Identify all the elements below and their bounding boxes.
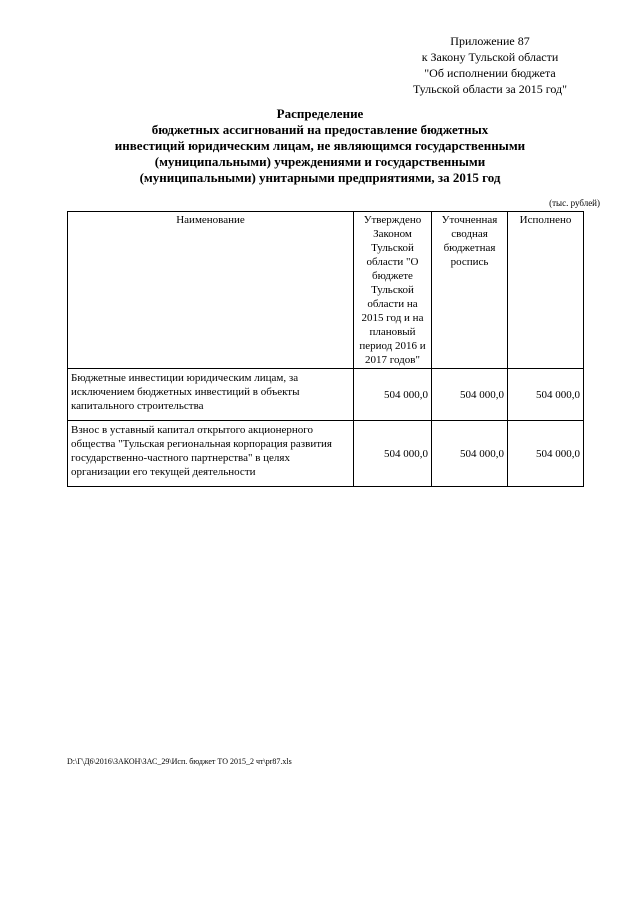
header-name: Наименование: [68, 212, 354, 369]
table-header-row: [68, 212, 584, 369]
title-line: бюджетных ассигнований на предоставление бюджетных: [151, 122, 489, 137]
title-line: (муниципальными) унитарными предприятиями, за 2015 год: [139, 170, 501, 185]
document-title: [60, 106, 580, 186]
header-approved: Утверждено Законом Тульской области "О бюджете Тульской области на 2015 год и на плановый период 2016 и 2017 годов": [354, 212, 432, 369]
header-refined: Уточненная сводная бюджетная роспись: [432, 212, 508, 369]
appendix-header: [380, 33, 600, 97]
row-name: Взнос в уставный капитал открытого акционерного общества "Тульская региональная корпорация развития государственно-частного партнерства" в целях организации его текущей деятельности: [68, 421, 354, 487]
row-executed: 504 000,0: [508, 369, 584, 421]
title-line: Распределение: [276, 106, 364, 121]
appendix-line: к Закону Тульской области: [421, 50, 559, 64]
row-approved: 504 000,0: [354, 421, 432, 487]
file-path-footer: D:\Г\Д6\2016\ЗАКОН\ЗАС_29\Исп. бюджет ТО 2015_2 чт\pr87.xls: [67, 757, 292, 766]
appendix-line: Тульской области за 2015 год": [412, 82, 568, 96]
row-refined: 504 000,0: [432, 421, 508, 487]
units-label: (тыс. рублей): [549, 198, 600, 208]
row-approved: 504 000,0: [354, 369, 432, 421]
appendix-line: Приложение 87: [450, 34, 530, 48]
table-row: [68, 421, 584, 487]
header-executed: Исполнено: [508, 212, 584, 369]
row-executed: 504 000,0: [508, 421, 584, 487]
row-refined: 504 000,0: [432, 369, 508, 421]
row-name: Бюджетные инвестиции юридическим лицам, за исключением бюджетных инвестиций в объекты капитального строительства: [68, 369, 354, 421]
table-row: [68, 369, 584, 421]
title-line: (муниципальными) учреждениями и государственными: [154, 154, 486, 169]
appendix-line: "Об исполнении бюджета: [424, 66, 556, 80]
title-line: инвестиций юридическим лицам, не являющимся государственными: [114, 138, 526, 153]
budget-table: [67, 211, 584, 487]
